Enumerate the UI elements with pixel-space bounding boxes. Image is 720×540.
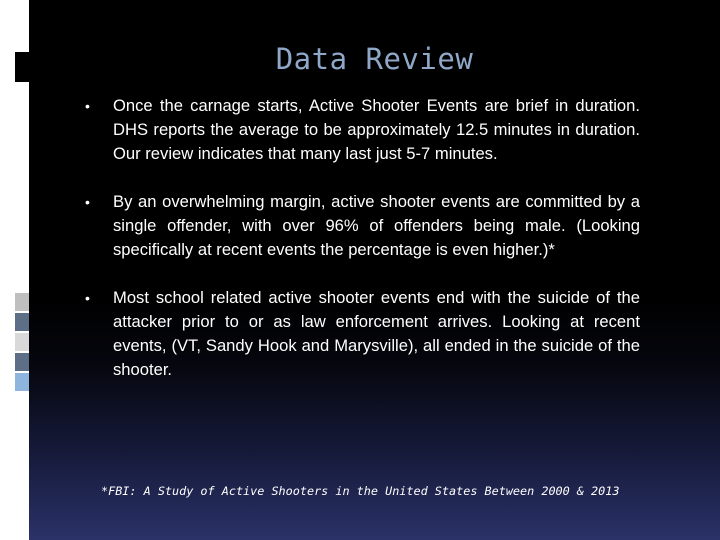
bullet-item (85, 286, 640, 382)
bullet-marker: • (85, 194, 90, 210)
bullet-marker: • (85, 290, 90, 306)
bullet-text: By an overwhelming margin, active shooter events are committed by a single offender, with over 96% of offenders being male. (Looking specifically at recent events the percentage is even higher.)* (113, 192, 640, 259)
decorative-block (15, 52, 29, 82)
bullet-text: Most school related active shooter events end with the suicide of the attacker prior to or as law enforcement arrives. Looking at recent events, (VT, Sandy Hook and Marysville), all ended in the suicide of the shooter. (113, 288, 640, 379)
decorative-block (15, 293, 29, 311)
decorative-block (15, 353, 29, 371)
bullet-list (85, 94, 640, 406)
decorative-block (15, 333, 29, 351)
slide-title: Data Review (275, 42, 474, 76)
footnote: *FBI: A Study of Active Shooters in the United States Between 2000 & 2013 (101, 484, 620, 498)
decorative-block (15, 313, 29, 331)
bullet-marker: • (85, 98, 90, 114)
bullet-item (85, 190, 640, 262)
decorative-block (15, 373, 29, 391)
bullet-text: Once the carnage starts, Active Shooter Events are brief in duration. DHS reports the average to be approximately 12.5 minutes in duration. Our review indicates that many last just 5-7 minutes. (113, 96, 640, 163)
bullet-item (85, 94, 640, 166)
